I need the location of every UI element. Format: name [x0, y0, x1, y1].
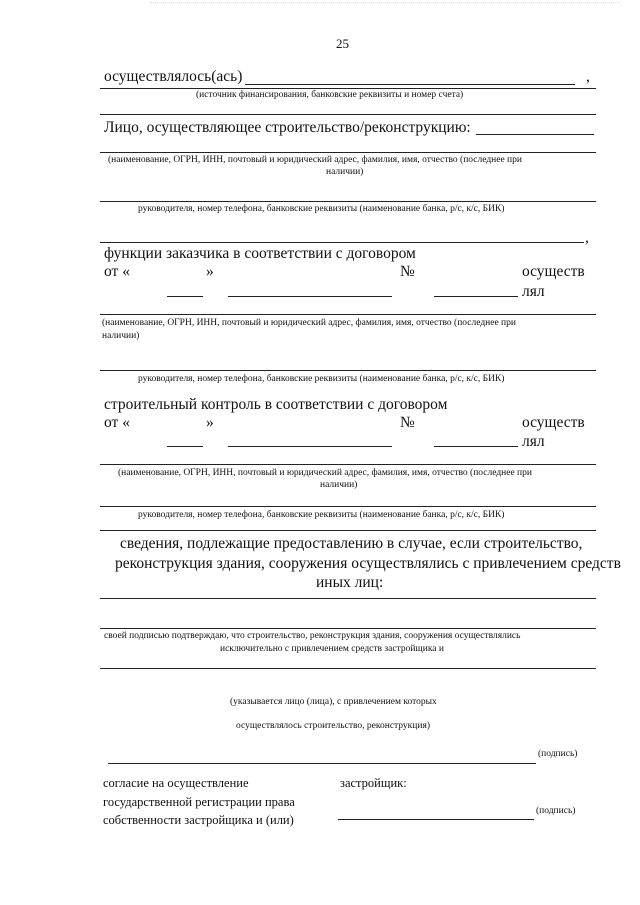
- customer-day-line: [167, 296, 203, 297]
- control-number-line: [434, 446, 518, 447]
- confirm-text-2: исключительно с привлечением средств застройщика и: [220, 644, 444, 654]
- confirm-text-1: своей подписью подтверждаю, что строительство, реконструкция здания, сооружения осуществлялись: [104, 631, 521, 641]
- customer-comma: ,: [585, 229, 589, 246]
- builder-field-line-2: [100, 201, 596, 202]
- control-number-sign: №: [400, 414, 415, 431]
- customer-number-line: [434, 296, 518, 297]
- third-party-field-line-2: [100, 628, 596, 629]
- control-day-line: [167, 446, 203, 447]
- control-close-quote: »: [206, 414, 214, 431]
- control-field-line-1: [100, 464, 596, 465]
- customer-note-1b: наличии): [102, 331, 140, 341]
- control-from: от «: [104, 414, 130, 431]
- control-performed-1: осуществ: [522, 414, 585, 431]
- customer-performed-2: лял: [522, 283, 545, 300]
- third-party-line-1: сведения, подлежащие предоставлению в случае, если строительство,: [120, 535, 583, 552]
- control-performed-2: лял: [522, 433, 545, 450]
- customer-close-quote: »: [206, 263, 214, 280]
- consent-line-1: согласие на осуществление: [103, 776, 249, 790]
- customer-month-line: [228, 296, 392, 297]
- financing-extra-line: [100, 114, 596, 115]
- scan-artifact: [150, 2, 620, 8]
- control-month-line: [228, 446, 392, 447]
- customer-field-line-1: [100, 314, 596, 315]
- control-note-1: (наименование, ОГРН, ИНН, почтовый и юридический адрес, фамилия, имя, отчество (последнее при: [118, 468, 532, 478]
- customer-note-2: руководителя, номер телефона, банковские реквизиты (наименование банка, р/с, к/с, БИК): [138, 374, 505, 384]
- control-note-1b: наличии): [320, 480, 358, 490]
- developer-signature-line: [338, 819, 534, 820]
- customer-number-sign: №: [400, 263, 415, 280]
- confirm-note-1: (указывается лицо (лица), с привлечением которых: [230, 697, 437, 707]
- page-number: 25: [336, 36, 349, 51]
- customer-field-line-2: [100, 370, 596, 371]
- control-field-line-3: [100, 530, 596, 531]
- customer-note-1: (наименование, ОГРН, ИНН, почтовый и юридический адрес, фамилия, имя, отчество (последнее при: [102, 318, 516, 328]
- builder-note-1: (наименование, ОГРН, ИНН, почтовый и юридический адрес, фамилия, имя, отчество (последнее при: [108, 155, 522, 165]
- financing-underline: [100, 88, 596, 89]
- confirm-note-2: осуществлялось строительство, реконструкция): [236, 721, 430, 731]
- consent-line-2: государственной регистрации права: [103, 795, 295, 809]
- developer-signature-label: (подпись): [536, 806, 576, 816]
- financing-line: [245, 84, 575, 85]
- financing-text: осуществлялось(ась): [104, 68, 243, 85]
- customer-line-top: [100, 242, 584, 243]
- customer-from: от «: [104, 263, 130, 280]
- third-party-line-3: иных лиц:: [316, 574, 384, 591]
- builder-note-2: руководителя, номер телефона, банковские реквизиты (наименование банка, р/с, к/с, БИК): [138, 204, 505, 214]
- control-heading: строительный контроль в соответствии с договором: [104, 396, 448, 413]
- customer-heading: функции заказчика в соответствии с договором: [104, 245, 416, 262]
- financing-note: (источник финансирования, банковские реквизиты и номер счета): [196, 90, 464, 100]
- control-field-line-2: [100, 506, 596, 507]
- builder-heading-line: [476, 134, 594, 135]
- confirm-signature-label: (подпись): [538, 749, 578, 759]
- control-note-2: руководителя, номер телефона, банковские реквизиты (наименование банка, р/с, к/с, БИК): [138, 510, 505, 520]
- confirm-field-line: [100, 668, 596, 669]
- developer-label: застройщик:: [340, 776, 407, 790]
- consent-line-3: собственности застройщика и (или): [103, 813, 294, 827]
- third-party-field-line-1: [100, 598, 596, 599]
- confirm-signature-line: [108, 763, 536, 764]
- builder-heading: Лицо, осуществляющее строительство/реконструкцию:: [104, 119, 471, 136]
- third-party-line-2: реконструкция здания, сооружения осуществлялись с привлечением средств: [115, 555, 621, 572]
- builder-field-line-1: [100, 152, 596, 153]
- financing-comma: ,: [586, 68, 590, 85]
- builder-note-1b: наличии): [326, 167, 364, 177]
- customer-performed-1: осуществ: [522, 263, 585, 280]
